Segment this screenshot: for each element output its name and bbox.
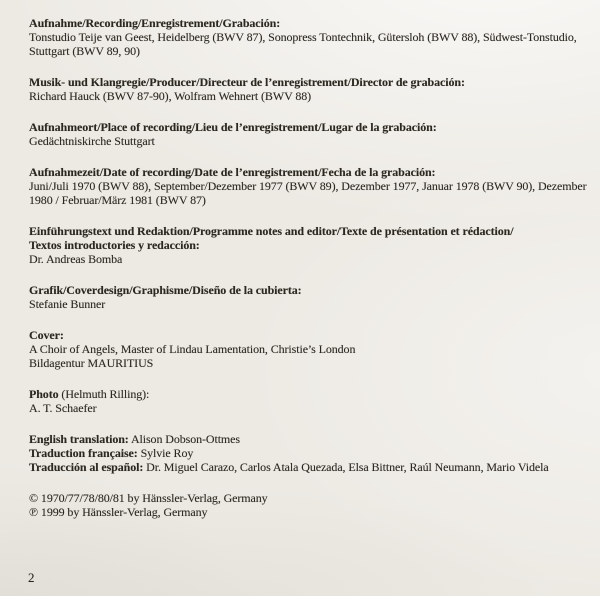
date-heading: Aufnahmezeit/Date of recording/Date de l’enregistrement/Fecha de la grabación: [29,165,436,179]
notes-line: Dr. Andreas Bomba [29,252,123,266]
section-copyright [29,491,589,519]
photo-line: A. T. Schaefer [29,401,97,415]
design-line: Stefanie Bunner [29,297,106,311]
section-programme-notes [29,224,589,266]
translation-row [29,446,589,460]
cover-heading: Cover: [29,328,64,342]
place-line: Gedächtniskirche Stuttgart [29,134,155,148]
translation-label: Traduction française: [29,446,138,460]
photo-heading-line [29,387,589,401]
notes-heading-line: Einführungstext und Redaktion/Programme notes and editor/Texte de présentation et rédaction/ [29,224,514,238]
section-photo [29,387,589,415]
place-heading: Aufnahmeort/Place of recording/Lieu de l’enregistrement/Lugar de la grabación: [29,120,437,134]
date-line: Juni/Juli 1970 (BWV 88), September/Dezember 1977 (BWV 89), Dezember 1977, Januar 1978 (BWV 90), Dezember [29,179,587,193]
section-date-of-recording [29,165,589,207]
translation-row [29,432,589,446]
translation-value: Alison Dobson-Ottmes [130,432,240,446]
translation-row [29,460,589,474]
page-number: 2 [28,570,35,585]
section-place-of-recording [29,120,589,148]
translation-label: English translation: [29,432,129,446]
translation-label: Traducción al español: [29,460,144,474]
producer-heading: Musik- und Klangregie/Producer/Directeur de l’enregistrement/Director de grabación: [29,75,465,89]
section-translations [29,432,589,474]
section-cover [29,328,589,370]
credits-text-block [29,16,589,536]
recording-line: Tonstudio Teije van Geest, Heidelberg (BWV 87), Sonopress Tontechnik, Gütersloh (BWV 88), Südwest-Tonstudio, [29,30,577,44]
producer-line: Richard Hauck (BWV 87-90), Wolfram Wehnert (BWV 88) [29,89,312,103]
translation-value: Sylvie Roy [140,446,194,460]
section-producer [29,75,589,103]
copyright-line: © 1970/77/78/80/81 by Hänssler-Verlag, Germany [29,491,268,505]
notes-heading-line: Textos introductories y redacción: [29,238,200,252]
cover-line: A Choir of Angels, Master of Lindau Lamentation, Christie’s London [29,342,356,356]
photo-label: Photo [29,387,59,401]
design-heading: Grafik/Coverdesign/Graphisme/Diseño de la cubierta: [29,283,302,297]
section-cover-design [29,283,589,311]
date-line: 1980 / Februar/März 1981 (BWV 87) [29,193,206,207]
recording-heading: Aufnahme/Recording/Enregistrement/Grabación: [29,16,281,30]
cover-line: Bildagentur MAURITIUS [29,356,154,370]
section-recording [29,16,589,58]
translation-value: Dr. Miguel Carazo, Carlos Atala Quezada, Elsa Bittner, Raúl Neumann, Mario Videla [146,460,549,474]
photo-suffix: (Helmuth Rilling): [61,387,150,401]
phonogram-line: ℗ 1999 by Hänssler-Verlag, Germany [29,505,208,519]
recording-line: Stuttgart (BWV 89, 90) [29,44,140,58]
